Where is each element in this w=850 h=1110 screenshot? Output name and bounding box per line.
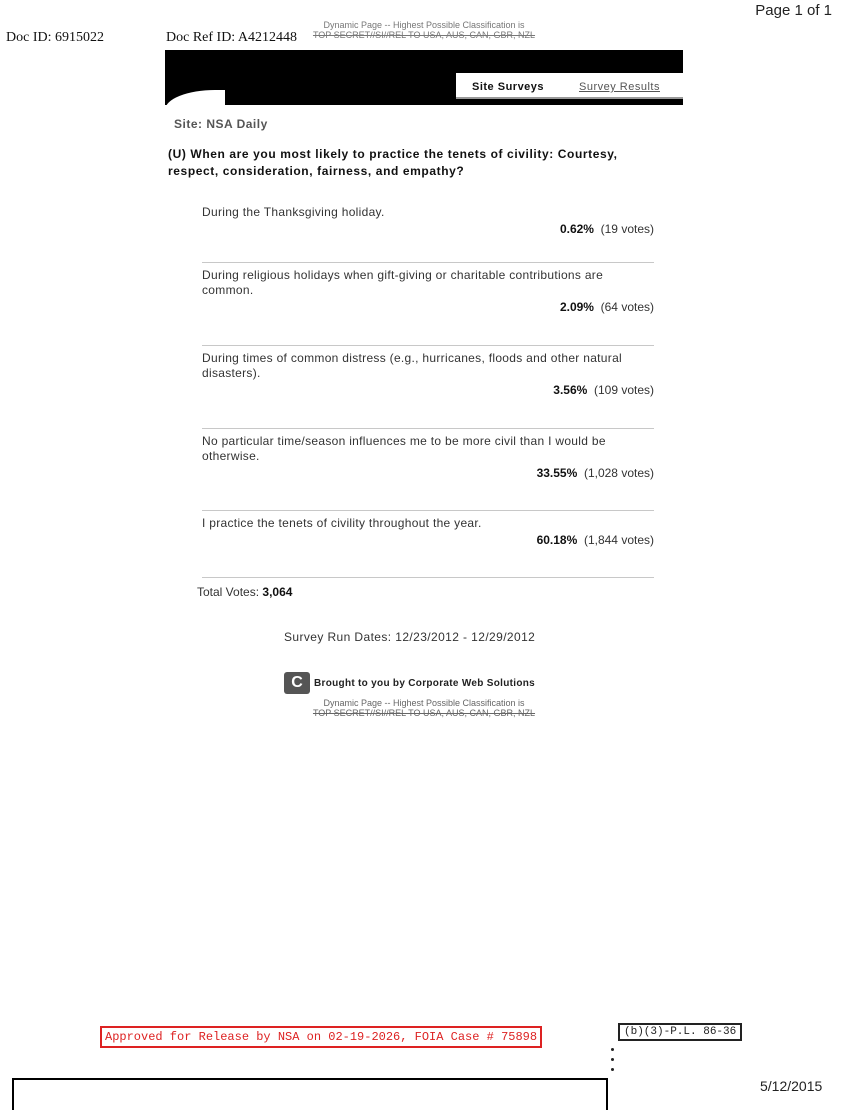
option-result — [202, 222, 654, 236]
option-percent: 3.56% — [553, 383, 588, 397]
page-indicator: Page 1 of 1 — [755, 2, 832, 19]
total-votes — [197, 585, 292, 599]
option-result — [202, 383, 654, 397]
exemption-stamp: (b)(3)-P.L. 86-36 — [618, 1023, 742, 1041]
option-percent: 2.09% — [559, 300, 594, 314]
classification-line: Dynamic Page -- Highest Possible Classification is — [323, 20, 525, 30]
separator — [202, 345, 654, 346]
redaction-box — [12, 1078, 608, 1110]
option-text: During times of common distress (e.g., hurricanes, floods and other natural disasters). — [202, 351, 623, 380]
option-percent: 33.55% — [536, 466, 578, 480]
option-text: No particular time/season influences me to be more civil than I would be otherwise. — [202, 434, 606, 463]
release-approval-stamp: Approved for Release by NSA on 02-19-2026, FOIA Case # 75898 — [100, 1026, 542, 1048]
survey-question: (U) When are you most likely to practice the tenets of civility: Courtesy, respect, consideration, fairness, and empathy? — [168, 147, 618, 178]
option-text: I practice the tenets of civility throughout the year. — [202, 516, 482, 530]
doc-id: Doc ID: 6915022 — [6, 30, 104, 45]
survey-option — [202, 268, 654, 314]
option-votes: (64 votes) — [600, 300, 654, 314]
site-label: Site: NSA Daily — [174, 117, 268, 131]
nav-survey-results[interactable]: Survey Results — [579, 81, 660, 93]
option-text: During religious holidays when gift-giving or charitable contributions are common. — [202, 268, 604, 297]
survey-option — [202, 351, 654, 397]
corporate-logo-icon: C — [284, 672, 310, 694]
doc-ref-id: Doc Ref ID: A4212448 — [166, 30, 298, 45]
classification-banner-bottom — [284, 698, 564, 718]
survey-option — [202, 205, 654, 236]
option-result — [202, 300, 654, 314]
option-votes: (109 votes) — [593, 383, 654, 397]
nav-site-surveys[interactable]: Site Surveys — [472, 81, 545, 93]
classification-marking: TOP SECRET//SI//REL TO USA, AUS, CAN, GBR, NZL — [312, 708, 536, 718]
credit-text: Brought to you by Corporate Web Solutions — [314, 677, 535, 689]
option-votes: (19 votes) — [600, 222, 654, 236]
survey-option — [202, 434, 654, 480]
option-percent: 0.62% — [559, 222, 594, 236]
dot — [611, 1068, 614, 1071]
separator — [202, 577, 654, 578]
classification-line: Dynamic Page -- Highest Possible Classification is — [323, 698, 525, 708]
option-votes: (1,028 votes) — [583, 466, 654, 480]
option-text: During the Thanksgiving holiday. — [202, 205, 385, 219]
separator — [202, 262, 654, 263]
separator — [202, 428, 654, 429]
survey-option — [202, 516, 654, 547]
dot — [611, 1048, 614, 1051]
option-percent: 60.18% — [536, 533, 578, 547]
survey-run-dates: Survey Run Dates: 12/23/2012 - 12/29/2012 — [284, 630, 536, 644]
option-result — [202, 533, 654, 547]
classification-banner-top — [284, 20, 564, 40]
separator — [202, 510, 654, 511]
print-date: 5/12/2015 — [760, 1078, 823, 1094]
option-votes: (1,844 votes) — [583, 533, 654, 547]
classification-marking: TOP SECRET//SI//REL TO USA, AUS, CAN, GBR, NZL — [312, 30, 536, 40]
total-label: Total Votes: — [197, 585, 260, 599]
dot — [611, 1058, 614, 1061]
total-value: 3,064 — [262, 585, 293, 599]
corporate-credit — [284, 672, 535, 694]
option-result — [202, 466, 654, 480]
